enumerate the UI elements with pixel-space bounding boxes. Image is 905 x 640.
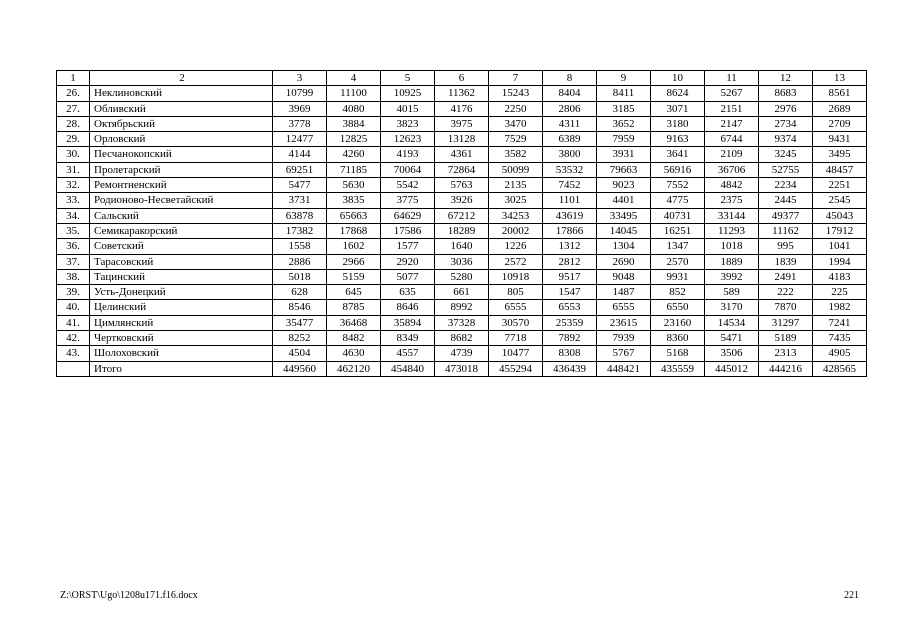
value-cell: 5267 [705,86,759,101]
value-cell: 64629 [381,208,435,223]
value-cell: 7892 [543,331,597,346]
value-cell: 13128 [435,132,489,147]
value-cell: 1994 [813,254,867,269]
value-cell: 7 [489,71,543,86]
value-cell: 8349 [381,331,435,346]
value-cell: 2966 [327,254,381,269]
value-cell: 3170 [705,300,759,315]
value-cell: 2234 [759,178,813,193]
value-cell: 16251 [651,223,705,238]
value-cell: 4361 [435,147,489,162]
value-cell: 1558 [273,239,327,254]
value-cell: 7435 [813,331,867,346]
district-name-cell: Ремонтненский [90,178,273,193]
value-cell: 31297 [759,315,813,330]
value-cell: 17868 [327,223,381,238]
value-cell: 67212 [435,208,489,223]
value-cell: 1101 [543,193,597,208]
row-number-cell: 1 [57,71,90,86]
value-cell: 8308 [543,346,597,361]
table-row [57,315,867,330]
value-cell: 7959 [597,132,651,147]
value-cell: 589 [705,285,759,300]
value-cell: 13 [813,71,867,86]
value-cell: 661 [435,285,489,300]
row-number-cell: 34. [57,208,90,223]
value-cell: 3470 [489,116,543,131]
value-cell: 5189 [759,331,813,346]
value-cell: 3506 [705,346,759,361]
value-cell: 4176 [435,101,489,116]
value-cell: 4630 [327,346,381,361]
value-cell: 34253 [489,208,543,223]
district-name-cell: 2 [90,71,273,86]
value-cell: 2709 [813,116,867,131]
value-cell: 33144 [705,208,759,223]
district-name-cell: Усть-Донецкий [90,285,273,300]
district-name-cell: Сальский [90,208,273,223]
row-number-cell: 43. [57,346,90,361]
row-number-cell: 27. [57,101,90,116]
value-cell: 70064 [381,162,435,177]
district-name-cell: Советский [90,239,273,254]
value-cell: 1347 [651,239,705,254]
value-cell: 9023 [597,178,651,193]
value-cell: 2251 [813,178,867,193]
value-cell: 4401 [597,193,651,208]
value-cell: 18289 [435,223,489,238]
value-cell: 23160 [651,315,705,330]
value-cell: 5477 [273,178,327,193]
footer-file-path: Z:\ORST\Ugo\1208u171.f16.docx [60,590,198,601]
value-cell: 8992 [435,300,489,315]
value-cell: 7939 [597,331,651,346]
value-cell: 5 [381,71,435,86]
value-cell: 3 [273,71,327,86]
value-cell: 2886 [273,254,327,269]
value-cell: 7452 [543,178,597,193]
value-cell: 3731 [273,193,327,208]
value-cell: 8785 [327,300,381,315]
value-cell: 3992 [705,269,759,284]
value-cell: 8624 [651,86,705,101]
value-cell: 5763 [435,178,489,193]
value-cell: 6389 [543,132,597,147]
value-cell: 8646 [381,300,435,315]
row-number-cell: 26. [57,86,90,101]
table-row [57,132,867,147]
value-cell: 4193 [381,147,435,162]
district-name-cell: Целинский [90,300,273,315]
value-cell: 8411 [597,86,651,101]
value-cell: 3884 [327,116,381,131]
value-cell: 852 [651,285,705,300]
value-cell: 1312 [543,239,597,254]
value-cell: 17586 [381,223,435,238]
value-cell: 17382 [273,223,327,238]
value-cell: 36706 [705,162,759,177]
value-cell: 12825 [327,132,381,147]
value-cell: 3775 [381,193,435,208]
value-cell: 43619 [543,208,597,223]
value-cell: 4842 [705,178,759,193]
value-cell: 4557 [381,346,435,361]
value-cell: 6 [435,71,489,86]
value-cell: 1602 [327,239,381,254]
value-cell: 1889 [705,254,759,269]
value-cell: 7241 [813,315,867,330]
value-cell: 35477 [273,315,327,330]
value-cell: 7870 [759,300,813,315]
value-cell: 11100 [327,86,381,101]
district-name-cell: Родионово-Несветайский [90,193,273,208]
page-number: 221 [844,590,859,601]
value-cell: 6553 [543,300,597,315]
district-name-cell: Итого [90,361,273,376]
district-name-cell: Обливский [90,101,273,116]
value-cell: 63878 [273,208,327,223]
district-name-cell: Октябрьский [90,116,273,131]
value-cell: 8561 [813,86,867,101]
value-cell: 7529 [489,132,543,147]
value-cell: 4739 [435,346,489,361]
value-cell: 2109 [705,147,759,162]
value-cell: 1577 [381,239,435,254]
value-cell: 48457 [813,162,867,177]
value-cell: 2313 [759,346,813,361]
value-cell: 1226 [489,239,543,254]
value-cell: 225 [813,285,867,300]
value-cell: 10918 [489,269,543,284]
value-cell: 69251 [273,162,327,177]
value-cell: 2445 [759,193,813,208]
row-number-cell: 37. [57,254,90,269]
value-cell: 462120 [327,361,381,376]
value-cell: 8546 [273,300,327,315]
table-total-row [57,361,867,376]
value-cell: 428565 [813,361,867,376]
value-cell: 1547 [543,285,597,300]
row-number-cell: 35. [57,223,90,238]
value-cell: 2151 [705,101,759,116]
row-number-cell: 38. [57,269,90,284]
row-number-cell: 36. [57,239,90,254]
value-cell: 9048 [597,269,651,284]
value-cell: 4311 [543,116,597,131]
value-cell: 20002 [489,223,543,238]
value-cell: 449560 [273,361,327,376]
value-cell: 3823 [381,116,435,131]
table-row [57,300,867,315]
value-cell: 1041 [813,239,867,254]
value-cell: 9374 [759,132,813,147]
value-cell: 30570 [489,315,543,330]
row-number-cell: 32. [57,178,90,193]
table-row [57,208,867,223]
value-cell: 635 [381,285,435,300]
row-number-cell [57,361,90,376]
row-number-cell: 33. [57,193,90,208]
value-cell: 3495 [813,147,867,162]
value-cell: 2570 [651,254,705,269]
value-cell: 444216 [759,361,813,376]
value-cell: 7552 [651,178,705,193]
value-cell: 6744 [705,132,759,147]
row-number-cell: 41. [57,315,90,330]
district-name-cell: Тацинский [90,269,273,284]
value-cell: 49377 [759,208,813,223]
value-cell: 2689 [813,101,867,116]
value-cell: 805 [489,285,543,300]
value-cell: 7718 [489,331,543,346]
row-number-cell: 42. [57,331,90,346]
value-cell: 5767 [597,346,651,361]
value-cell: 2250 [489,101,543,116]
value-cell: 23615 [597,315,651,330]
value-cell: 9517 [543,269,597,284]
value-cell: 4 [327,71,381,86]
value-cell: 2147 [705,116,759,131]
value-cell: 995 [759,239,813,254]
row-number-cell: 39. [57,285,90,300]
value-cell: 2734 [759,116,813,131]
value-cell: 65663 [327,208,381,223]
value-cell: 5471 [705,331,759,346]
value-cell: 1018 [705,239,759,254]
value-cell: 4183 [813,269,867,284]
value-cell: 2812 [543,254,597,269]
value-cell: 1839 [759,254,813,269]
value-cell: 4905 [813,346,867,361]
value-cell: 435559 [651,361,705,376]
value-cell: 1640 [435,239,489,254]
value-cell: 1982 [813,300,867,315]
row-number-cell: 28. [57,116,90,131]
value-cell: 45043 [813,208,867,223]
row-number-cell: 31. [57,162,90,177]
value-cell: 8 [543,71,597,86]
table-row [57,254,867,269]
value-cell: 3582 [489,147,543,162]
table-row [57,239,867,254]
value-cell: 2491 [759,269,813,284]
value-cell: 454840 [381,361,435,376]
value-cell: 8252 [273,331,327,346]
district-name-cell: Орловский [90,132,273,147]
value-cell: 72864 [435,162,489,177]
value-cell: 5630 [327,178,381,193]
value-cell: 12 [759,71,813,86]
value-cell: 10925 [381,86,435,101]
table-row [57,223,867,238]
value-cell: 2920 [381,254,435,269]
value-cell: 1304 [597,239,651,254]
value-cell: 2545 [813,193,867,208]
value-cell: 6550 [651,300,705,315]
value-cell: 12623 [381,132,435,147]
value-cell: 3926 [435,193,489,208]
value-cell: 37328 [435,315,489,330]
value-cell: 448421 [597,361,651,376]
table-row [57,269,867,284]
value-cell: 3185 [597,101,651,116]
value-cell: 8360 [651,331,705,346]
value-cell: 6555 [597,300,651,315]
value-cell: 11162 [759,223,813,238]
value-cell: 2690 [597,254,651,269]
value-cell: 3835 [327,193,381,208]
value-cell: 5159 [327,269,381,284]
value-cell: 5168 [651,346,705,361]
value-cell: 4260 [327,147,381,162]
value-cell: 17912 [813,223,867,238]
value-cell: 3036 [435,254,489,269]
value-cell: 8404 [543,86,597,101]
value-cell: 3652 [597,116,651,131]
value-cell: 3025 [489,193,543,208]
table-row [57,86,867,101]
value-cell: 56916 [651,162,705,177]
table-row [57,162,867,177]
value-cell: 4015 [381,101,435,116]
value-cell: 10799 [273,86,327,101]
table-header-row [57,71,867,86]
value-cell: 12477 [273,132,327,147]
value-cell: 9163 [651,132,705,147]
value-cell: 25359 [543,315,597,330]
value-cell: 52755 [759,162,813,177]
table-row [57,331,867,346]
value-cell: 50099 [489,162,543,177]
value-cell: 4504 [273,346,327,361]
value-cell: 445012 [705,361,759,376]
value-cell: 455294 [489,361,543,376]
table-row [57,147,867,162]
data-table [56,70,867,377]
value-cell: 17866 [543,223,597,238]
value-cell: 14045 [597,223,651,238]
value-cell: 10477 [489,346,543,361]
value-cell: 436439 [543,361,597,376]
value-cell: 3245 [759,147,813,162]
value-cell: 2806 [543,101,597,116]
value-cell: 3800 [543,147,597,162]
district-name-cell: Неклиновский [90,86,273,101]
value-cell: 3071 [651,101,705,116]
value-cell: 9931 [651,269,705,284]
value-cell: 3975 [435,116,489,131]
value-cell: 35894 [381,315,435,330]
district-name-cell: Цимлянский [90,315,273,330]
table-row [57,193,867,208]
value-cell: 1487 [597,285,651,300]
value-cell: 628 [273,285,327,300]
district-name-cell: Песчанокопский [90,147,273,162]
row-number-cell: 40. [57,300,90,315]
value-cell: 4144 [273,147,327,162]
value-cell: 2976 [759,101,813,116]
value-cell: 36468 [327,315,381,330]
value-cell: 4775 [651,193,705,208]
district-name-cell: Чертковский [90,331,273,346]
value-cell: 222 [759,285,813,300]
value-cell: 71185 [327,162,381,177]
value-cell: 40731 [651,208,705,223]
value-cell: 2135 [489,178,543,193]
value-cell: 8682 [435,331,489,346]
district-name-cell: Пролетарский [90,162,273,177]
value-cell: 9431 [813,132,867,147]
table-row [57,101,867,116]
district-name-cell: Тарасовский [90,254,273,269]
table-row [57,178,867,193]
value-cell: 11293 [705,223,759,238]
value-cell: 11 [705,71,759,86]
row-number-cell: 30. [57,147,90,162]
value-cell: 3778 [273,116,327,131]
value-cell: 8482 [327,331,381,346]
value-cell: 53532 [543,162,597,177]
value-cell: 5077 [381,269,435,284]
table-row [57,116,867,131]
value-cell: 33495 [597,208,651,223]
value-cell: 10 [651,71,705,86]
value-cell: 3180 [651,116,705,131]
value-cell: 11362 [435,86,489,101]
value-cell: 5542 [381,178,435,193]
value-cell: 79663 [597,162,651,177]
value-cell: 645 [327,285,381,300]
value-cell: 9 [597,71,651,86]
value-cell: 15243 [489,86,543,101]
table-row [57,285,867,300]
value-cell: 2572 [489,254,543,269]
value-cell: 3641 [651,147,705,162]
row-number-cell: 29. [57,132,90,147]
value-cell: 4080 [327,101,381,116]
district-name-cell: Семикаракорский [90,223,273,238]
value-cell: 14534 [705,315,759,330]
value-cell: 5280 [435,269,489,284]
value-cell: 2375 [705,193,759,208]
value-cell: 3931 [597,147,651,162]
value-cell: 6555 [489,300,543,315]
value-cell: 3969 [273,101,327,116]
value-cell: 5018 [273,269,327,284]
value-cell: 8683 [759,86,813,101]
table-row [57,346,867,361]
value-cell: 473018 [435,361,489,376]
district-name-cell: Шолоховский [90,346,273,361]
